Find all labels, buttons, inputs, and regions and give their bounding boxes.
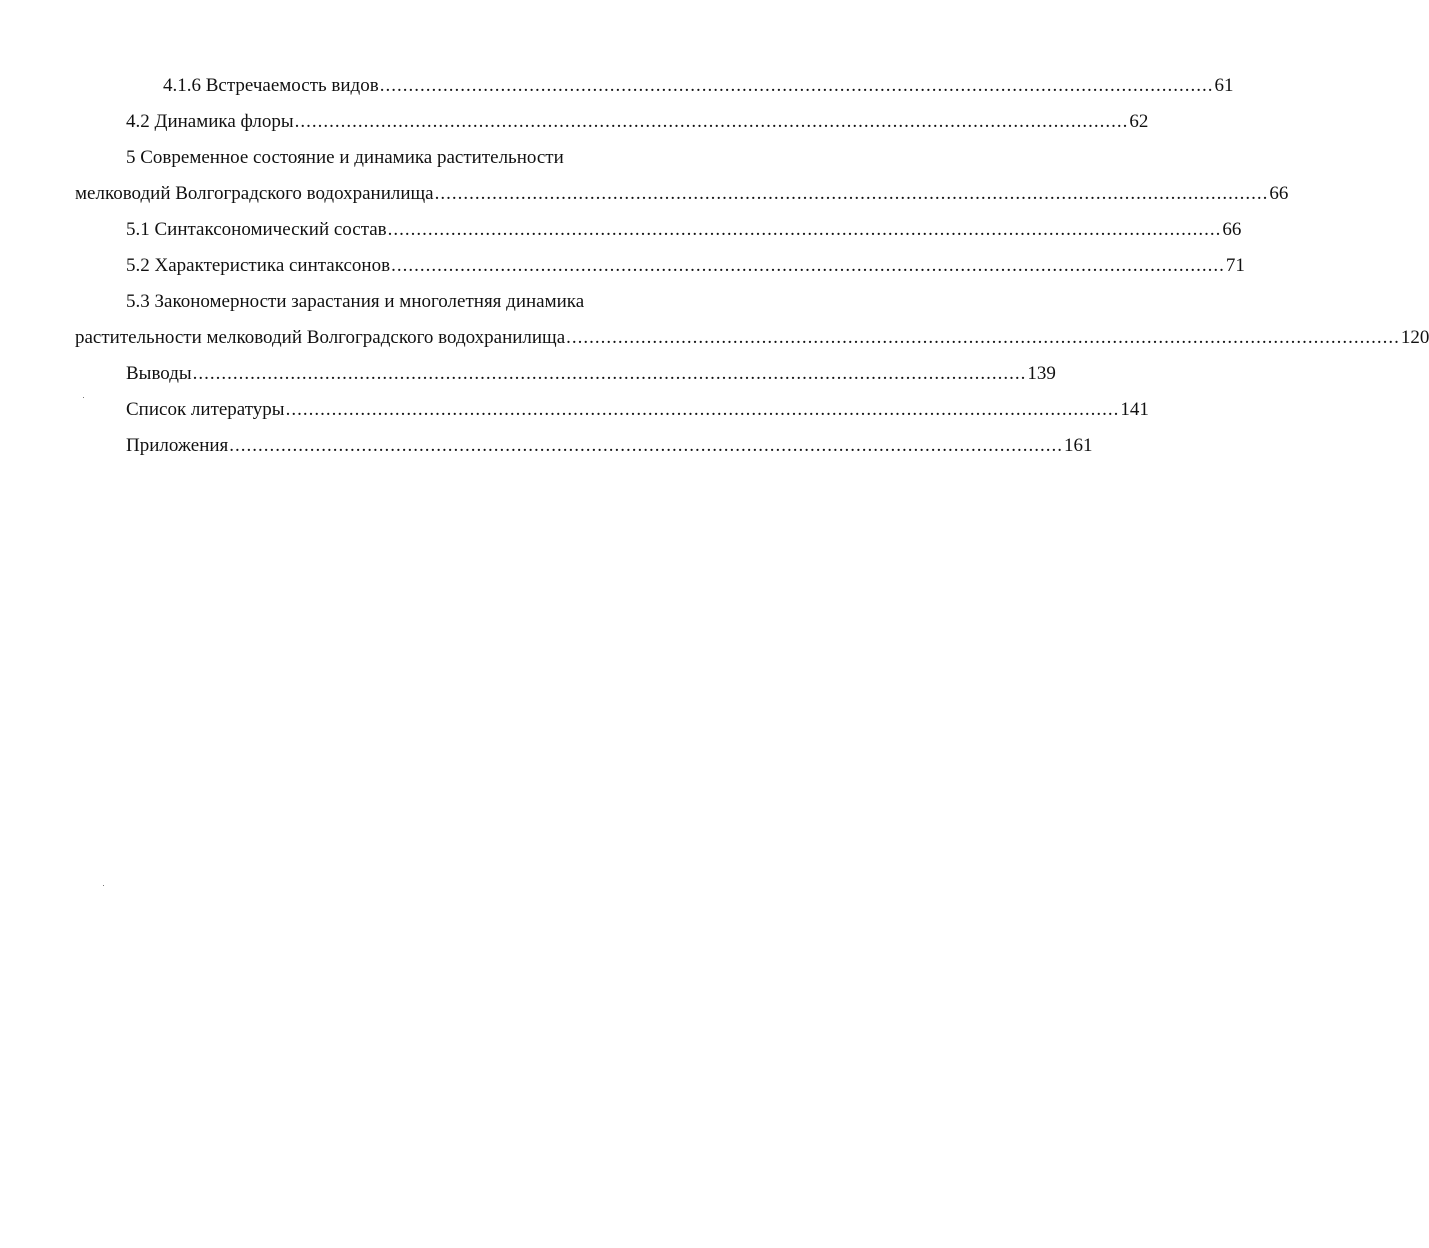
toc-entry-5-line2 xyxy=(75,176,1289,212)
toc-entry-title-continued: растительности мелководий Волгоградского водохранилища xyxy=(75,327,566,348)
toc-entry-page: 62 xyxy=(1129,111,1149,132)
toc-entry-conclusions xyxy=(75,356,1056,392)
toc-entry-page: 139 xyxy=(1027,363,1056,384)
toc-entry-title: 4.1.6 Встречаемость видов xyxy=(163,75,379,96)
toc-entry-title: Приложения xyxy=(126,435,229,456)
dot-leader: ................................................................................................................................................. xyxy=(566,327,1400,348)
toc-entry-title-continued: мелководий Волгоградского водохранилища xyxy=(75,183,434,204)
dot-leader: ................................................................................................................................................. xyxy=(434,183,1269,204)
dot-leader: ................................................................................................................................................. xyxy=(387,219,1222,240)
toc-entry-4-2 xyxy=(75,104,1149,140)
toc-entry-5-1 xyxy=(75,212,1242,248)
toc-entry-5-3-line1 xyxy=(75,284,755,320)
dot-leader: ................................................................................................................................................. xyxy=(294,111,1129,132)
toc-entry-page: 71 xyxy=(1225,255,1245,276)
toc-entry-5-line1 xyxy=(75,140,755,176)
toc-entry-page: 61 xyxy=(1214,75,1234,96)
toc-entry-title: 4.2 Динамика флоры xyxy=(126,111,294,132)
toc-entry-title: 5.1 Синтаксономический состав xyxy=(126,219,387,240)
toc-entry-5-2 xyxy=(75,248,1245,284)
toc-entry-page: 161 xyxy=(1064,435,1093,456)
toc-entry-4-1-6 xyxy=(75,68,1234,104)
toc-entry-references xyxy=(75,392,1149,428)
toc-entry-title: 5.2 Характеристика синтаксонов xyxy=(126,255,391,276)
dot-leader: ................................................................................................................................................. xyxy=(192,363,1027,384)
scan-speck xyxy=(103,885,104,886)
table-of-contents xyxy=(75,68,1429,464)
toc-entry-page: 120 xyxy=(1400,327,1429,348)
toc-entry-appendices xyxy=(75,428,1093,464)
toc-entry-5-3-line2 xyxy=(75,320,1429,356)
toc-entry-page: 141 xyxy=(1120,399,1149,420)
toc-entry-page: 66 xyxy=(1269,183,1289,204)
toc-entry-title: 5 Современное состояние и динамика растительности xyxy=(126,147,564,168)
toc-entry-page: 66 xyxy=(1222,219,1242,240)
toc-entry-title: 5.3 Закономерности зарастания и многолетняя динамика xyxy=(126,291,585,312)
dot-leader: ................................................................................................................................................. xyxy=(391,255,1225,276)
toc-entry-title: Выводы xyxy=(126,363,192,384)
dot-leader: ................................................................................................................................................. xyxy=(229,435,1064,456)
toc-entry-title: Список литературы xyxy=(126,399,285,420)
dot-leader: ................................................................................................................................................. xyxy=(379,75,1214,96)
dot-leader: ................................................................................................................................................. xyxy=(285,399,1120,420)
scan-speck xyxy=(83,397,84,398)
